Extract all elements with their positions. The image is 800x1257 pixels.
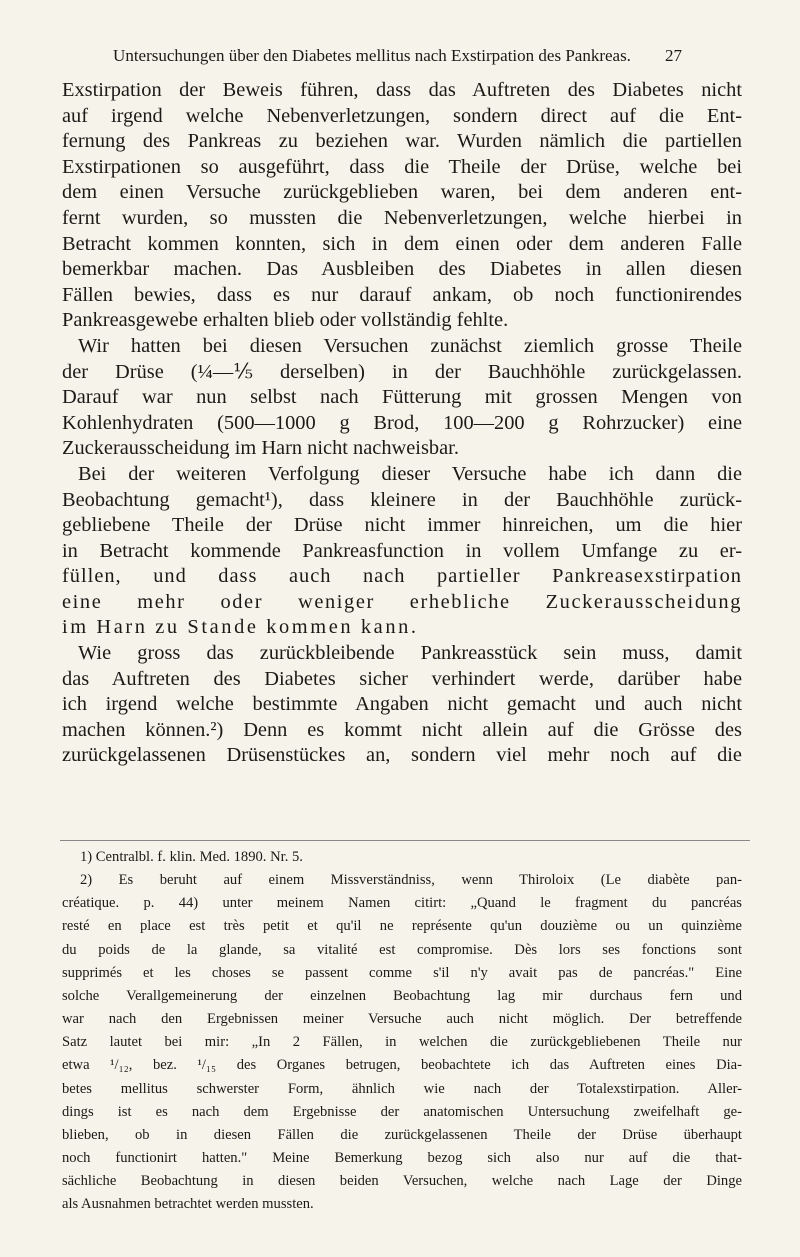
text-line: fernt wurden, so mussten die Nebenverletzungen, welche hierbei in xyxy=(62,206,742,229)
footnote-line: war nach den Ergebnissen meiner Versuche auch nicht möglich. Der betreffende xyxy=(62,1011,742,1028)
page-number: 27 xyxy=(665,46,682,65)
footnote-line: dings ist es nach dem Ergebnisse der anatomischen Untersuchung zweifelhaft ge- xyxy=(62,1103,742,1120)
text-line: Betracht kommen konnten, sich in dem einen oder dem anderen Falle xyxy=(62,232,742,255)
text-line: Exstirpationen so ausgeführt, dass die Theile der Drüse, welche bei xyxy=(62,155,742,178)
footnote-line: Satz lautet bei mir: „In 2 Fällen, in welchen die zurückgebliebenen Theile nur xyxy=(62,1034,742,1051)
footnote-divider xyxy=(60,840,750,841)
text-line: machen können.²) Denn es kommt nicht allein auf die Grösse des xyxy=(62,718,742,741)
text-line: in Betracht kommende Pankreasfunction in vollem Umfange zu er- xyxy=(62,539,742,562)
text-line: auf irgend welche Nebenverletzungen, sondern direct auf die Ent- xyxy=(62,104,742,127)
text-line: Zuckerausscheidung im Harn nicht nachweisbar. xyxy=(62,437,459,460)
text-line: füllen, und dass auch nach partieller Pankreasexstirpation xyxy=(62,565,742,588)
text-line: Wie gross das zurückbleibende Pankreasstück sein muss, damit xyxy=(78,642,742,665)
footnote-line: 2) Es beruht auf einem Missverständniss, wenn Thiroloix (Le diabète pan- xyxy=(80,872,742,889)
footnote-line: noch functionirt hatten." Meine Bemerkung bezog sich also nur auf die that- xyxy=(62,1150,742,1167)
text-line: Kohlenhydraten (500—1000 g Brod, 100—200 g Rohrzucker) eine xyxy=(62,411,742,434)
running-title: Untersuchungen über den Diabetes mellitus nach Exstirpation des Pankreas. xyxy=(113,46,631,65)
text-line: zurückgelassenen Drüsenstückes an, sondern viel mehr noch auf die xyxy=(62,744,742,767)
text-line: Beobachtung gemacht¹), dass kleinere in der Bauchhöhle zurück- xyxy=(62,488,742,511)
text-line: gebliebene Theile der Drüse nicht immer hinreichen, um die hier xyxy=(62,514,742,537)
text-line: dem einen Versuche zurückgeblieben waren, bei dem anderen ent- xyxy=(62,181,742,204)
footnotes xyxy=(62,846,742,1217)
text-line: Wir hatten bei diesen Versuchen zunächst ziemlich grosse Theile xyxy=(78,334,742,357)
text-line: Exstirpation der Beweis führen, dass das Auftreten des Diabetes nicht xyxy=(62,79,742,101)
footnote-line: sächliche Beobachtung in diesen beiden Versuchen, welche nach Lage der Dinge xyxy=(62,1173,742,1190)
text-line: Darauf war nun selbst nach Fütterung mit grossen Mengen von xyxy=(62,386,742,409)
footnote-line: 1) Centralbl. f. klin. Med. 1890. Nr. 5. xyxy=(80,849,303,865)
text-line: bemerkbar machen. Das Ausbleiben des Diabetes in allen diesen xyxy=(62,258,742,281)
footnote-line: solche Verallgemeinerung der einzelnen Beobachtung lag mir durchaus fern und xyxy=(62,987,742,1004)
footnote-line: als Ausnahmen betrachtet werden mussten. xyxy=(62,1196,314,1213)
footnote-line: blieben, ob in diesen Fällen die zurückgelassenen Theile der Drüse überhaupt xyxy=(62,1126,742,1143)
text-line: Fällen bewies, dass es nur darauf ankam, ob noch functionirendes xyxy=(62,283,742,306)
footnote-line: créatique. p. 44) unter meinem Namen citirt: „Quand le fragment du pancréas xyxy=(62,895,742,912)
text-line: das Auftreten des Diabetes sicher verhindert werde, darüber habe xyxy=(62,667,742,690)
footnote-line: du poids de la glande, sa vitalité est compromise. Dès lors ses fonctions sont xyxy=(62,941,742,958)
footnote-line: resté en place est très petit et qu'il ne représente qu'un douzième ou un quinzième xyxy=(62,918,742,935)
text-line: ich irgend welche bestimmte Angaben nicht gemacht und auch nicht xyxy=(62,693,742,716)
footnote-line: supprimés et les choses se passent comme s'il n'y avait pas de pancréas." Eine xyxy=(62,964,742,981)
text-line: eine mehr oder weniger erhebliche Zuckerausscheidung xyxy=(62,590,742,613)
text-line: Pankreasgewebe erhalten blieb oder vollständig fehlte. xyxy=(62,309,509,332)
text-line: fernung des Pankreas zu beziehen war. Wurden nämlich die partiellen xyxy=(62,130,742,153)
text-line: Bei der weiteren Verfolgung dieser Versuche habe ich dann die xyxy=(78,462,742,485)
footnote-line: betes mellitus schwerster Form, ähnlich wie nach der Totalexstirpation. Aller- xyxy=(62,1080,742,1097)
main-text xyxy=(62,78,742,769)
footnote-line: etwa ¹/₁₂, bez. ¹/₁₅ des Organes betrugen, beobachtete ich das Auftreten eines Dia- xyxy=(62,1057,742,1074)
text-line: der Drüse (¼—⅕ derselben) in der Bauchhöhle zurückgelassen. xyxy=(62,360,742,383)
text-line: im Harn zu Stande kommen kann. xyxy=(62,616,419,639)
